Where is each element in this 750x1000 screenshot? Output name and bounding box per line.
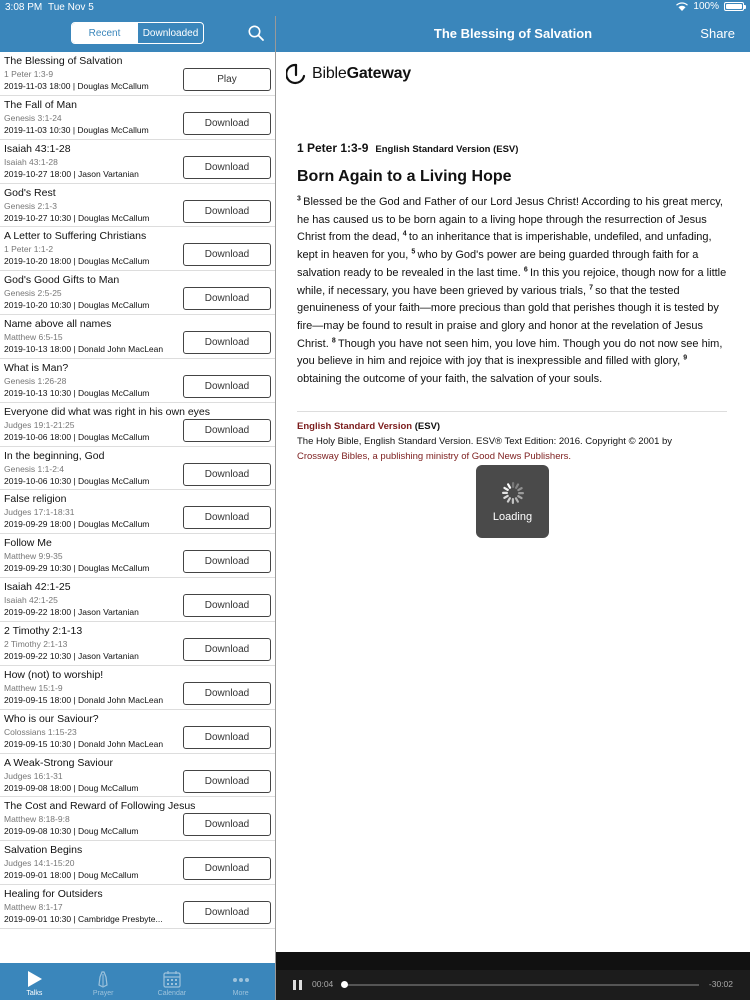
download-button[interactable]: Download [183,200,271,223]
talk-title: 2 Timothy 2:1-13 [4,624,83,637]
spinner-icon [500,480,526,506]
talk-title: Isaiah 42:1-25 [4,581,71,594]
download-button[interactable]: Download [183,550,271,573]
tab-bar [0,963,275,1000]
passage-reference: 1 Peter 1:3-9 [297,141,369,155]
talk-row[interactable] [0,271,275,315]
verse-text: so that the tested genuineness of your faith—more precious than gold that perishes though it is tested by fire—may be found to result in praise and glory and honor at the revelation of Jesus Christ. [297,284,719,350]
download-button[interactable]: Download [183,813,271,836]
download-button[interactable]: Download [183,594,271,617]
passage-header [297,141,518,155]
talk-scripture-ref: Matthew 8:1-17 [4,902,63,913]
tab-label: Prayer [92,990,114,997]
talk-row[interactable] [0,52,275,96]
battery-icon [724,2,744,11]
talk-title: The Blessing of Salvation [4,55,123,67]
tab-calendar[interactable] [138,963,207,1000]
talk-title: How (not) to worship! [4,668,104,681]
tab-label: Talks [26,990,43,997]
download-button[interactable]: Download [183,901,271,924]
talk-scripture-ref: Judges 14:1-15:20 [4,858,75,869]
talk-date-speaker: 2019-11-03 10:30 | Douglas McCallum [4,124,149,135]
copyright-text [297,435,737,464]
talk-title: False religion [4,493,67,506]
talk-scripture-ref: Matthew 6:5-15 [4,332,63,343]
talk-row[interactable] [0,578,275,622]
recent-downloaded-segmented-control [71,22,204,44]
loading-indicator [476,465,549,538]
loading-label: Loading [492,511,533,523]
talk-title: Everyone did what was right in his own eyes [4,405,211,418]
talk-row[interactable] [0,184,275,228]
talk-row[interactable] [0,710,275,754]
passage-text [297,194,729,389]
talk-title: Who is our Saviour? [4,712,99,725]
talk-title: God's Rest [4,186,56,199]
talk-row[interactable] [0,841,275,885]
talk-row[interactable] [0,227,275,271]
talk-scripture-ref: Isaiah 43:1-28 [4,156,58,167]
verse-number: 8 [331,336,336,344]
download-button[interactable]: Download [183,156,271,179]
status-bar [0,0,750,16]
talk-row[interactable] [0,140,275,184]
tab-label: More [232,990,249,997]
verse-number: 7 [589,283,593,291]
talk-date-speaker: 2019-10-27 10:30 | Douglas McCallum [4,212,150,223]
talk-title: Name above all names [4,318,112,331]
download-button[interactable]: Download [183,638,271,661]
talk-scripture-ref: Genesis 3:1-24 [4,112,62,123]
talk-row[interactable] [0,885,275,929]
talk-scripture-ref: 1 Peter 1:1-2 [4,244,54,255]
verse-number: 5 [411,248,416,256]
pause-icon[interactable] [290,978,304,992]
battery-percent: 100% [693,1,719,12]
download-button[interactable]: Download [183,375,271,398]
download-button[interactable]: Download [183,331,271,354]
wifi-icon [676,2,688,11]
talk-date-speaker: 2019-10-27 18:00 | Jason Vartanian [4,168,139,179]
talk-scripture-ref: Isaiah 42:1-25 [4,595,58,606]
talk-scripture-ref: Judges 16:1-31 [4,770,63,781]
talks-list [0,52,275,963]
verse-text: In this you rejoice, though now for a little while, if necessary, you have been grieved by various trials, [297,266,727,297]
passage-reader [276,52,750,952]
status-right [676,1,744,12]
talk-date-speaker: 2019-10-13 18:00 | Donald John MacLean [4,344,164,355]
download-button[interactable]: Download [183,287,271,310]
copyright-divider [297,411,727,412]
talk-date-speaker: 2019-09-15 18:00 | Donald John MacLean [4,694,164,705]
copyright-version-abbr: (ESV) [414,421,441,432]
tab-label: Calendar [157,990,187,997]
talk-row[interactable] [0,754,275,798]
page-title: The Blessing of Salvation [433,26,593,41]
talk-date-speaker: 2019-09-22 18:00 | Jason Vartanian [4,607,139,618]
more-dots-icon [230,969,252,989]
progress-thumb[interactable] [341,981,348,988]
talk-date-speaker: 2019-09-08 18:00 | Doug McCallum [4,782,139,793]
talk-scripture-ref: Matthew 15:1-9 [4,682,63,693]
talk-date-speaker: 2019-10-06 10:30 | Douglas McCallum [4,475,150,486]
verse-text: Blessed be the God and Father of our Lord Jesus Christ! According to his great mercy, he has caused us to be born again to a living hope through the resurrection of Jesus Christ from the dead, [297,196,723,244]
segment-recent[interactable]: Recent [72,23,137,43]
talk-scripture-ref: 1 Peter 1:3-9 [4,69,54,79]
talk-scripture-ref: Judges 17:1-18:31 [4,507,75,518]
talk-scripture-ref: Colossians 1:15-23 [4,726,77,737]
verse-text: to an inheritance that is imperishable, undefiled, and unfading, kept in heaven for you, [297,231,712,262]
play-icon [23,969,45,989]
talk-title: The Cost and Reward of Following Jesus [4,800,196,813]
talk-row[interactable] [0,447,275,491]
talk-date-speaker: 2019-09-22 10:30 | Jason Vartanian [4,650,139,661]
download-button[interactable]: Download [183,419,271,442]
talk-row[interactable] [0,490,275,534]
biblegateway-logo-icon [286,62,308,86]
praying-hands-icon [92,969,114,989]
talk-title: Follow Me [4,537,52,550]
copyright-version-link[interactable]: English Standard Version [297,421,413,432]
talk-scripture-ref: Matthew 8:18-9:8 [4,814,70,825]
talk-date-speaker: 2019-09-01 10:30 | Cambridge Presbyte... [4,914,163,925]
player-top-bar [276,952,750,970]
logo-text: BibleGateway [312,65,412,82]
talk-row[interactable] [0,96,275,140]
tab-talks[interactable] [0,963,69,1000]
talk-title: Salvation Begins [4,844,83,857]
audio-player [276,970,750,1000]
search-icon[interactable] [247,24,265,42]
elapsed-time: 00:04 [312,979,334,989]
download-button[interactable]: Download [183,682,271,705]
tab-prayer[interactable] [69,963,138,1000]
talk-scripture-ref: Judges 19:1-21:25 [4,419,75,430]
progress-track[interactable] [343,984,699,986]
talk-date-speaker: 2019-09-08 10:30 | Doug McCallum [4,826,139,837]
talk-date-speaker: 2019-09-01 18:00 | Doug McCallum [4,870,139,881]
talk-date-speaker: 2019-10-20 18:00 | Douglas McCallum [4,256,150,267]
talk-title: God's Good Gifts to Man [4,274,120,287]
passage-version: English Standard Version (ESV) [375,144,519,155]
talk-row[interactable] [0,403,275,447]
talk-row[interactable] [0,666,275,710]
status-date: Tue Nov 5 [48,2,94,13]
talk-title: A Weak-Strong Saviour [4,756,113,769]
download-button[interactable]: Download [183,506,271,529]
download-button[interactable]: Download [183,243,271,266]
download-button[interactable]: Download [183,112,271,135]
talk-title: Healing for Outsiders [4,888,103,901]
talk-row[interactable] [0,359,275,403]
talk-date-speaker: 2019-11-03 18:00 | Douglas McCallum [4,81,149,91]
talk-row[interactable] [0,534,275,578]
verse-number: 9 [683,354,688,362]
talk-scripture-ref: Genesis 1:1-2:4 [4,463,65,474]
download-button[interactable]: Download [183,770,271,793]
remaining-time: -30:02 [708,979,733,989]
verse-text: Though you have not seen him, you love him. Though you do not now see him, you believe in him and rejoice with joy that is inexpressible and filled with glory, [297,337,723,368]
talk-scripture-ref: Genesis 1:26-28 [4,375,67,386]
status-time: 3:08 PM [5,2,43,13]
download-button[interactable]: Download [183,726,271,749]
talk-row[interactable] [0,622,275,666]
copyright-title [297,421,440,432]
verse-number: 3 [297,195,301,203]
calendar-icon [161,969,183,989]
talk-title: A Letter to Suffering Christians [4,230,147,243]
tab-more[interactable] [206,963,275,1000]
passage-heading: Born Again to a Living Hope [297,168,512,185]
talk-date-speaker: 2019-10-06 18:00 | Douglas McCallum [4,431,150,442]
share-button[interactable]: Share [700,26,735,41]
verse-number: 4 [402,230,407,238]
download-button[interactable]: Download [183,463,271,486]
verse-number: 6 [523,266,528,274]
talk-scripture-ref: Matthew 9:9-35 [4,551,63,562]
talk-title: Isaiah 43:1-28 [4,142,71,155]
talk-scripture-ref: Genesis 2:5-25 [4,288,62,299]
talk-scripture-ref: Genesis 2:1-3 [4,200,57,211]
talk-scripture-ref: 2 Timothy 2:1-13 [4,638,68,649]
talk-row[interactable] [0,797,275,841]
talk-row[interactable] [0,315,275,359]
verse-text: who by God's power are being guarded through faith for a salvation ready to be revealed in the last time. [297,249,699,279]
biblegateway-logo [286,62,411,86]
publisher-link[interactable]: Crossway Bibles, a publishing ministry of Good News Publishers. [297,450,572,462]
talk-title: What is Man? [4,361,69,374]
play-button[interactable]: Play [183,68,271,91]
segment-downloaded[interactable]: Downloaded [137,23,203,43]
verse-text: obtaining the outcome of your faith, the salvation of your souls. [297,373,603,386]
talk-date-speaker: 2019-09-29 18:00 | Douglas McCallum [4,519,150,530]
talk-date-speaker: 2019-09-29 10:30 | Douglas McCallum [4,563,150,574]
download-button[interactable]: Download [183,857,271,880]
talk-title: The Fall of Man [4,98,77,111]
talk-date-speaker: 2019-10-13 10:30 | Douglas McCallum [4,387,150,398]
talk-date-speaker: 2019-10-20 10:30 | Douglas McCallum [4,300,150,311]
talk-title: In the beginning, God [4,449,105,462]
talk-date-speaker: 2019-09-15 10:30 | Donald John MacLean [4,738,164,749]
copyright-statement: The Holy Bible, English Standard Version. ESV® Text Edition: 2016. Copyright © 2001 by [297,436,673,447]
